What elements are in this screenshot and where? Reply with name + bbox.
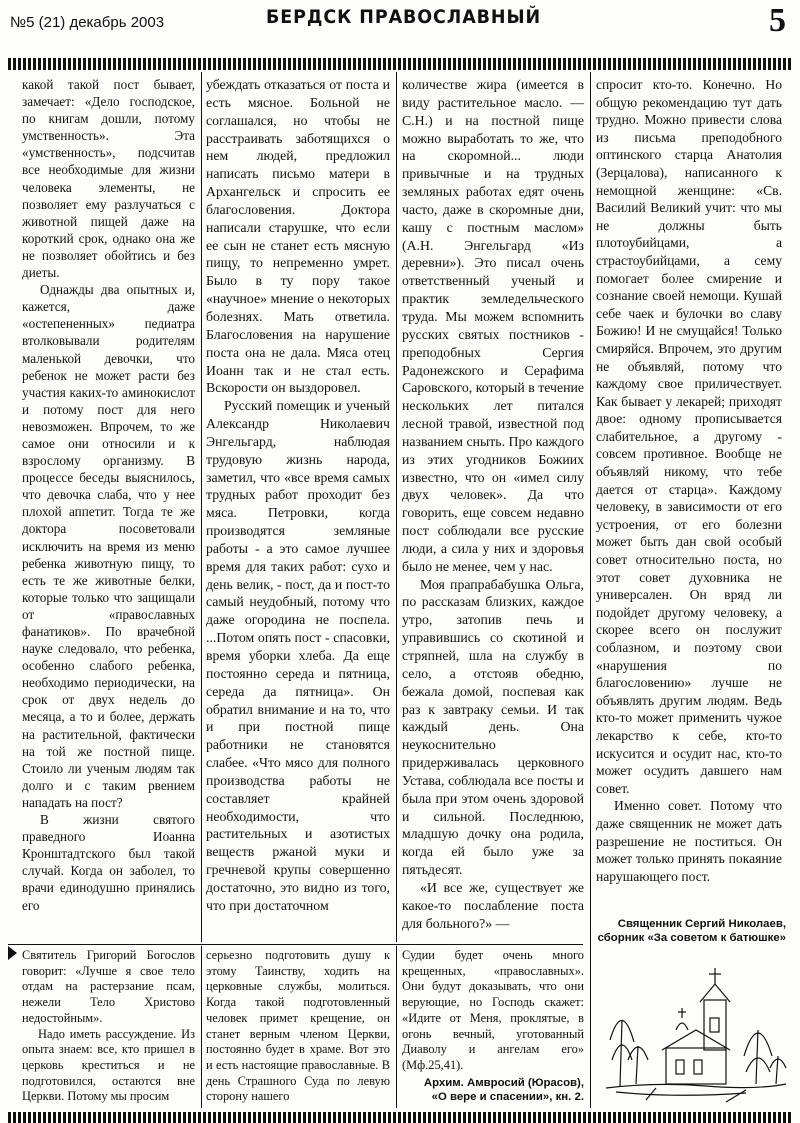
column-divider [396,946,397,1108]
column-2 [206,76,390,915]
lower-column-3 [402,948,584,1074]
column-divider [590,72,591,1108]
paragraph: какой такой пост бывает, замечает: «Дело господское, по книгам дошли, потому умственность». Эта «умственность», подсчитав все необходимые для жизни человека элементы, не позволяет ему разлучаться с животной пищей даже на короткий срок, однако она же не позволяет обойтись и без диеты. [22,77,195,281]
paragraph: Моя прапрабабушка Ольга, по рассказам близких, каждое утро, затопив печь и управившись со скотиной и стряпней, шла на службу в село, а отстояв обедню, бежала домой, поспевая как раз к завтраку семьи. И так каждый день. Она неукоснительно придерживалась церковного Устава, соблюдала все посты и была при этом очень здоровой и сильной. Последнюю, младшую дочку она родила, когда ей было уже за пятьдесят. [402,576,584,878]
paragraph: Святитель Григорий Богослов говорит: «Лучше я свое тело отдам на растерзание псам, нежели Тело Христово недостойным». [22,948,195,1025]
lower-separator [8,944,583,945]
column-3 [402,76,584,933]
column-1 [22,76,195,914]
top-rule [8,58,792,70]
signature-line: «О вере и спасении», кн. 2. [431,1091,584,1103]
church-sketch-icon [596,960,792,1108]
paragraph: Именно совет. Потому что даже священник не может дать разрешение не поститься. Он может только принять покаяние нарушающего пост. [596,798,782,884]
paragraph: В жизни святого праведного Иоанна Кронштадтского был такой случай. Когда он заболел, то врачи единодушно принялись его [22,812,195,913]
signature-nikolaev [596,917,786,945]
signature-line: Священник Сергий Николаев, [617,918,786,930]
paragraph: «И все же, существует же какое-то послабление поста для больного?» — [402,879,584,931]
column-divider [396,72,397,942]
paragraph: количестве жира (имеется в виду растительное масло. — С.Н.) и на постной пище можно выработать то же, что на скоромной... люди привычные и на трудных земляных работах едят очень часто, даже в скоромные дни, кашу с постным маслом» (А.Н. Энгельгард «Из деревни»). Это писал очень ответственный ученый и практик земледельческого труда. Мы можем вспомнить русских святых постников - преподобных Сергия Радонежского и Серафима Саровского, который в течение нескольких лет питался лесной травой, известной под названием сныть. Про каждого из этих угодников Божиих известно, что он «имел силу двух человек». Да что говорить, еще совсем недавно пост соблюдали все русские люди, а сила у них и здоровья было не менее, чем у нас. [402,77,584,574]
column-divider [201,72,202,942]
signature-line: Архим. Амвросий (Юрасов), [423,1077,584,1089]
signature-amvrosiy [402,1076,584,1104]
issue-info: №5 (21) декабрь 2003 [10,14,165,31]
paragraph: Однажды два опытных и, кажется, даже «остепененных» педиатра втолковывали родителям маленькой девочки, что ребенок не может расти без участия каких-то аминокислот и потому пост для него невозможен. Впрочем, то же самое они относили и к взрослому организму. В процессе беседы выяснилось, что девочка слаба, что у нее плохой аппетит. Тогда те же доктора посоветовали исключить на время из меню ребенка животную пищу, то есть те же животные белки, которые только что защищали от «православных фанатиков». По врачебной науке следовало, что ребенка, особенно слабого ребенка, необходимо периодически, на срок от двух недель до месяца, а то и более, держать на растительной, фактически на той же постной пище. Стоило ли ученым людям так долго и с таким рвением нападать на пост? [22,282,195,810]
paragraph: убеждать отказаться от поста и есть мясное. Больной не соглашался, но чтобы не расстраивать заботящихся о нем людей, предложил написать письмо матери в Архангельск и спросить ее благословения. Доктора написали старушке, что если ее сын не станет есть мясную пищу, то непременно умрет. Было в ту пору такое «научное» мнение о некоторых болезнях. Мать ответила. Благословения на нарушение поста она не дала. Мяса отец Иоанн так и не стал есть. Вскорости он выздоровел. [206,77,390,396]
paragraph: Русский помещик и ученый Александр Николаевич Энгельгард, наблюдая трудовую жизнь народа, заметил, что «все время самых трудных работ проходит без мяса. Петровки, когда производятся земляные работы - а это самое лучшее время для таких работ: сухо и день велик, - пост, да и пост-то самый неудобный, потому что даже огородина не поспела. ...Потом опять пост - спасовки, время уборки хлеба. Да еще постоянно середа и пятница, середа да пятница». Он обратил внимание и на то, что и при постной пище работники не становятся слабее. «Что мясо для полного производства работы не составляет крайней необходимости, что растительных и азотистых веществ ржаной муки и гречневой крупы совершенно достаточно, это видно из того, что при достаточном [206,398,390,913]
paragraph: спросит кто-то. Конечно. Но общую рекомендацию тут дать трудно. Можно привести слова из письма преподобного оптинского старца Анатолия (Зерцалова), написанного к немощной женщине: «Св. Василий Великий учит: что мы не должны быть плотоубийцами, а страстоубийцами, а сему помогает более смирение и сознание своей немощи. Кушай себе чаек и булочки во славу Божию! И не смущайся! Только смиряйся. Впрочем, это другим не объявляй, потому что каждому свое приличествует. Как бывает у лекарей; приходят двое: одному прописывается слабительное, а другому - совсем противное. Вообще не объявляй никому, что тебе дается от старца». Каждому человеку, в зависимости от его устроения, от его болезни может быть дан свой особый совет относительно поста, но этот совет духовника не универсален. Он вряд ли подойдет другому человеку, а скорее всего он послужит соблазном, и поэтому свои «нарушения по благословению» лучше не объявлять другим людям. Ведь кто-то может применить чужое лекарство к себе, кто-то искусится и осудит нас, кто-то может осудить давшего нам совет. [596,77,782,796]
page-number: 5 [769,2,786,39]
bottom-rule [8,1112,792,1123]
column-4 [596,76,782,885]
triangle-marker-icon [8,946,17,960]
paragraph: Надо иметь рассуждение. Из опыта знаем: все, кто пришел в церковь креститься и не подготовился, остаются вне Церкви. Потому мы просим [22,1026,195,1104]
masthead-title: БЕРДСК ПРАВОСЛАВНЫЙ [266,6,542,28]
column-divider [201,946,202,1108]
paragraph: серьезно подготовить душу к этому Таинству, ходить на церковные службы, молиться. Когда такой подготовленный человек примет крещение, он станет верным членом Церкви, постоянно будет в храме. Вот это и есть настоящие православные. В день Страшного Суда по левую сторону нашего [206,948,390,1104]
page-header [8,2,792,39]
paragraph: Судии будет очень много крещенных, «православных». Они будут доказывать, что они верующие, но Господь скажет: «Идите от Меня, проклятые, в огонь вечный, уготованный Диаволу и ангелам его» (Мф.25,41). [402,948,584,1072]
lower-column-2 [206,948,390,1105]
signature-line: сборник «За советом к батюшке» [597,932,786,944]
lower-column-1 [22,948,195,1105]
